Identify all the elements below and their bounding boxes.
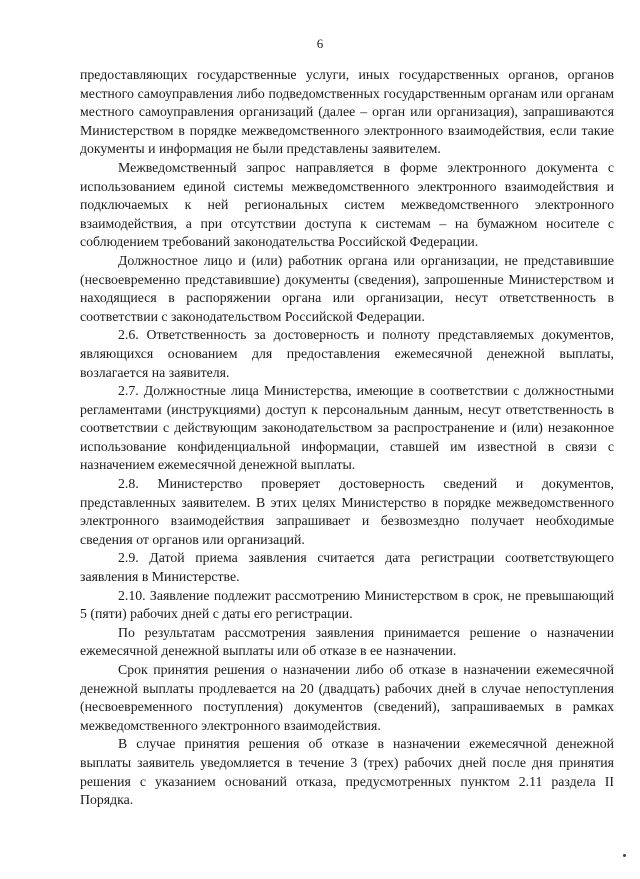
paragraph: 2.10. Заявление подлежит рассмотрению Министерством в срок, не превышающий 5 (пяти) рабочих дней с даты его регистрации.	[80, 587, 614, 622]
paragraph: В случае принятия решения об отказе в назначении ежемесячной денежной выплаты заявитель уведомляется в течение 3 (трех) рабочих дней после дня принятия решения с указанием оснований отказа, предусмотренных пунктом 2.11 раздела II Порядка.	[80, 736, 614, 808]
paragraph: Должностное лицо и (или) работник органа или организации, не представившие (несвоевременно представившие) документы (сведения), запрошенные Министерством и находящиеся в распоряжении органа или организации, несут ответственность в соответствии с законодательством Российской Федерации.	[80, 252, 614, 324]
paragraph: 2.8. Министерство проверяет достоверность сведений и документов, представленных заявителем. В этих целях Министерство в порядке межведомственного электронного взаимодействия запрашивает и безвозмездно получает необходимые сведения от органов или организаций.	[80, 476, 614, 547]
paragraph: 2.9. Датой приема заявления считается дата регистрации соответствующего заявления в Министерстве.	[80, 550, 614, 585]
scan-speck	[623, 854, 626, 857]
paragraph: Срок принятия решения о назначении либо об отказе в назначении ежемесячной денежной выплаты продлевается на 20 (двадцать) рабочих дней в случае непоступления (несвоевременного поступления) документов (сведений), запрашиваемых в рамках межведомственного электронного взаимодействия.	[80, 662, 614, 733]
paragraph: предоставляющих государственные услуги, иных государственных органов, органов местного самоуправления либо подведомственных государственным органам или органам местного самоуправления организаций (далее – орган или организация), запрашиваются Министерством в порядке межведомственного электронного взаимодействия, если такие документы и информация не были представлены заявителем.	[80, 67, 614, 157]
paragraph: 2.7. Должностные лица Министерства, имеющие в соответствии с должностными регламентами (инструкциями) доступ к персональным данным, несут ответственность в соответствии с действующим законодательством за распространение и (или) незаконное использование конфиденциальной информации, ставшей им известной в связи с назначением ежемесячной денежной выплаты.	[80, 383, 614, 473]
document-body	[80, 66, 614, 810]
page-number: 6	[316, 36, 324, 51]
paragraph: По результатам рассмотрения заявления принимается решение о назначении ежемесячной денежной выплаты или об отказе в ее назначении.	[80, 624, 614, 659]
paragraph: Межведомственный запрос направляется в форме электронного документа с использованием единой системы межведомственного электронного взаимодействия и подключаемых к ней региональных систем межведомственного электронного взаимодействия, а при отсутствии доступа к системам – на бумажном носителе с соблюдением требований законодательства Российской Федерации.	[80, 159, 614, 250]
paragraph: 2.6. Ответственность за достоверность и полноту представляемых документов, являющихся основанием для предоставления ежемесячной денежной выплаты, возлагается на заявителя.	[80, 327, 614, 380]
